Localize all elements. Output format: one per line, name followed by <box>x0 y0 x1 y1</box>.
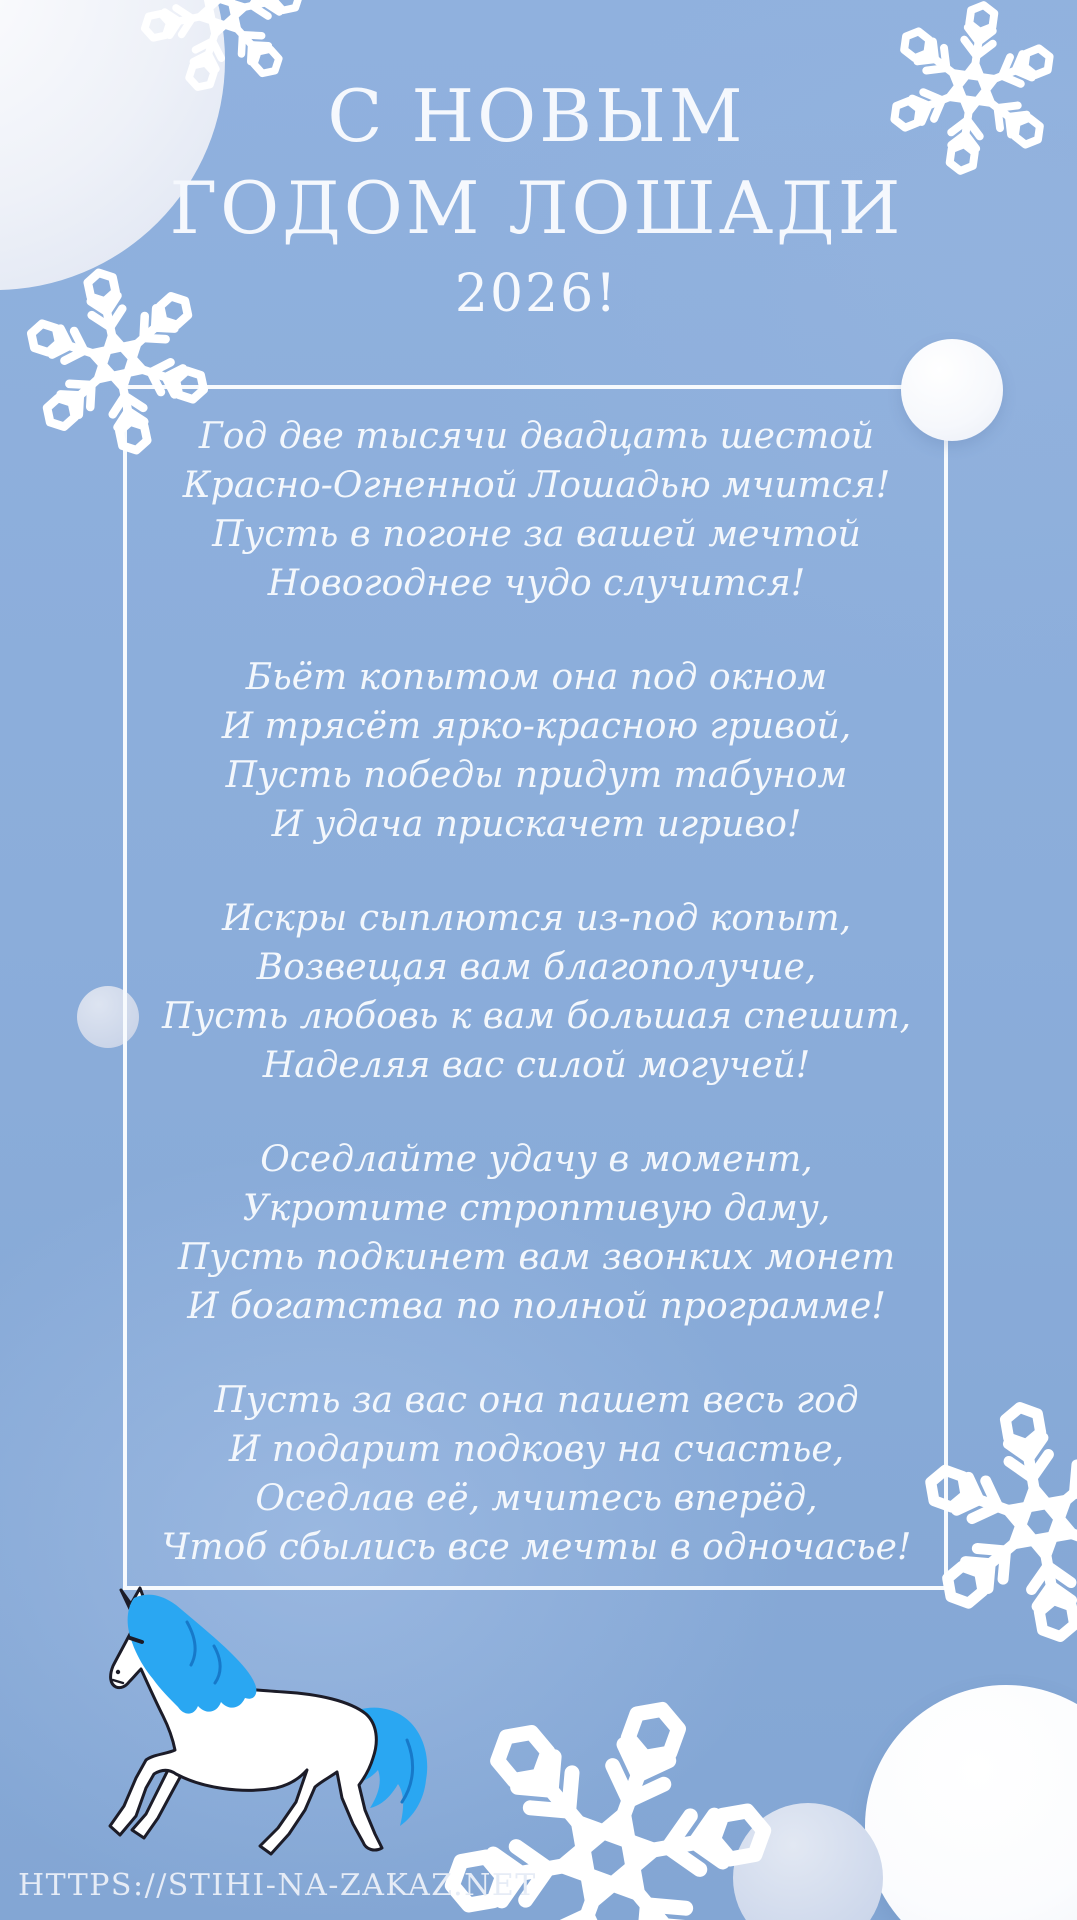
poem-line: Возвещая вам благополучие, <box>256 947 817 988</box>
title-year: 2026! <box>454 264 619 324</box>
poem-line: И подарит подкову на счастье, <box>228 1429 845 1470</box>
poem-stanza <box>143 1376 930 1572</box>
poem-stanza <box>143 894 930 1090</box>
decor-circle-bottom-white <box>865 1685 1077 1920</box>
website-link[interactable]: HTTPS://STIHI-NA-ZAKAZ.NET <box>18 1868 537 1903</box>
poem-line: И удача прискачет игриво! <box>271 804 802 845</box>
poem-line: И трясёт ярко-красною гривой, <box>221 706 852 747</box>
poem-line: Чтоб сбылись все мечты в одночасье! <box>161 1527 912 1568</box>
poem-line: Искры сыплются из-под копыт, <box>221 898 852 939</box>
poem-line: Пусть в погоне за вашей мечтой <box>212 514 861 555</box>
title-line-1: С НОВЫМ <box>327 74 746 158</box>
poem-line: Наделяя вас силой могучей! <box>262 1045 811 1086</box>
poem-line: Пусть подкинет вам звонких монет <box>177 1237 896 1278</box>
poem-line: Укротите строптивую даму, <box>242 1188 831 1229</box>
poem-stanza <box>143 1135 930 1331</box>
poem-line: Пусть за вас она пашет весь год <box>214 1380 859 1421</box>
poem-line: И богатства по полной программе! <box>187 1286 886 1327</box>
poem-stanza <box>143 412 930 608</box>
title-line-2: ГОДОМ ЛОШАДИ <box>169 166 904 250</box>
poem-line: Новогоднее чудо случится! <box>267 563 806 604</box>
poem-text <box>143 412 930 1617</box>
poem-line: Красно-Огненной Лошадью мчится! <box>182 465 891 506</box>
poem-stanza <box>143 653 930 849</box>
poem-line: Пусть победы придут табуном <box>225 755 848 796</box>
card-title <box>125 70 948 334</box>
poem-line: Оседлайте удачу в момент, <box>260 1139 813 1180</box>
horse-illustration <box>90 1582 462 1874</box>
poem-line: Бьёт копытом она под окном <box>245 657 828 698</box>
poem-line: Год две тысячи двадцать шестой <box>198 416 875 457</box>
poem-line: Пусть любовь к вам большая спешит, <box>161 996 912 1037</box>
poem-line: Оседлав её, мчитесь вперёд, <box>255 1478 818 1519</box>
